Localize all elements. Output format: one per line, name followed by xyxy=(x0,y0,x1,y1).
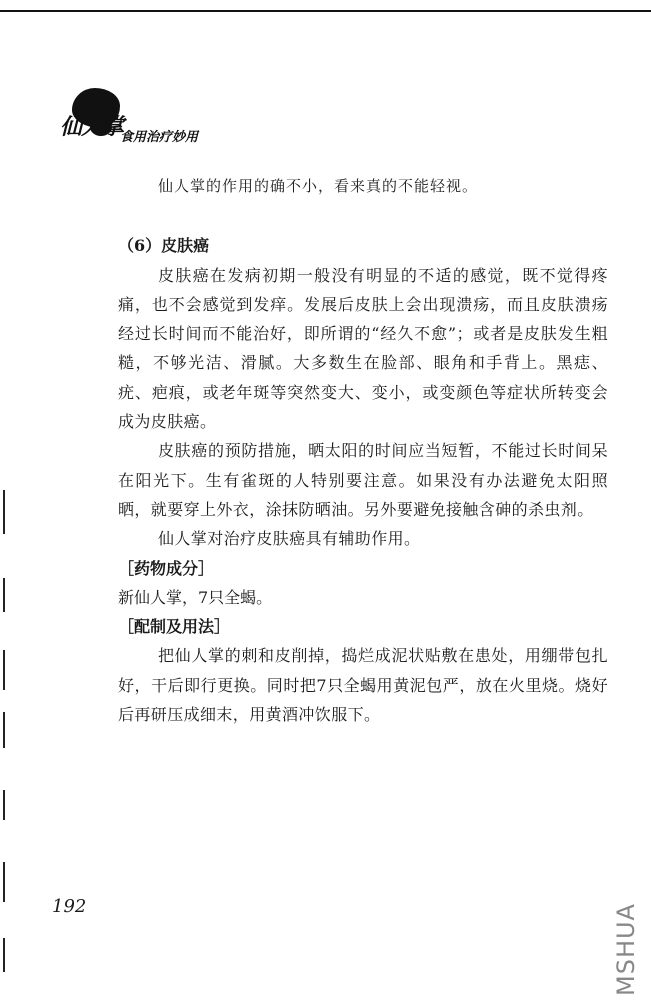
page-content xyxy=(118,172,608,729)
edge-mark xyxy=(3,712,5,748)
watermark: MSHUA xyxy=(612,903,640,996)
page-number: 192 xyxy=(52,896,87,917)
usage-text: 把仙人掌的刺和皮削掉，捣烂成泥状贴敷在患处，用绷带包扎好，干后即行更换。同时把7只全蝎用黄泥包严，放在火里烧。烧好后再研压成细末，用黄酒冲饮服下。 xyxy=(118,646,608,725)
usage-heading: ［配制及用法］ xyxy=(118,617,231,637)
paragraph-3: 仙人掌对治疗皮肤癌具有辅助作用。 xyxy=(158,529,421,549)
top-rule xyxy=(0,10,651,12)
header-logo xyxy=(56,88,226,148)
edge-mark xyxy=(3,790,5,820)
section-heading: （6）皮肤癌 xyxy=(118,236,210,256)
lead-text: 仙人掌的作用的确不小，看来真的不能轻视。 xyxy=(158,177,479,195)
paragraph-1: 皮肤癌在发病初期一般没有明显的不适的感觉，既不觉得疼痛，也不会感觉到发痒。发展后皮肤上会出现溃疡，而且皮肤溃疡经过长时间而不能治好，即所谓的“经久不愈”；或者是皮肤发生粗糙，不够光洁、滑腻。大多数生在脸部、眼角和手背上。黑痣、疣、疤痕，或老年斑等突然变大、变小，或变颜色等症状所转变会成为皮肤癌。 xyxy=(118,265,608,432)
edge-mark xyxy=(3,490,5,534)
edge-mark xyxy=(3,938,5,972)
logo-main-text: 仙人掌 xyxy=(60,114,124,140)
edge-mark xyxy=(3,578,5,612)
edge-mark xyxy=(3,862,5,902)
paragraph-2: 皮肤癌的预防措施，晒太阳的时间应当短暂，不能过长时间呆在阳光下。生有雀斑的人特别要注意。如果没有办法避免太阳照晒，就要穿上外衣，涂抹防晒油。另外要避免接触含砷的杀虫剂。 xyxy=(118,441,608,519)
ingredients-heading: ［药物成分］ xyxy=(118,558,215,578)
edge-mark xyxy=(3,650,5,690)
ingredients-text: 新仙人掌，7只全蝎。 xyxy=(118,587,273,607)
logo-sub-text: 食用治疗妙用 xyxy=(120,130,199,145)
